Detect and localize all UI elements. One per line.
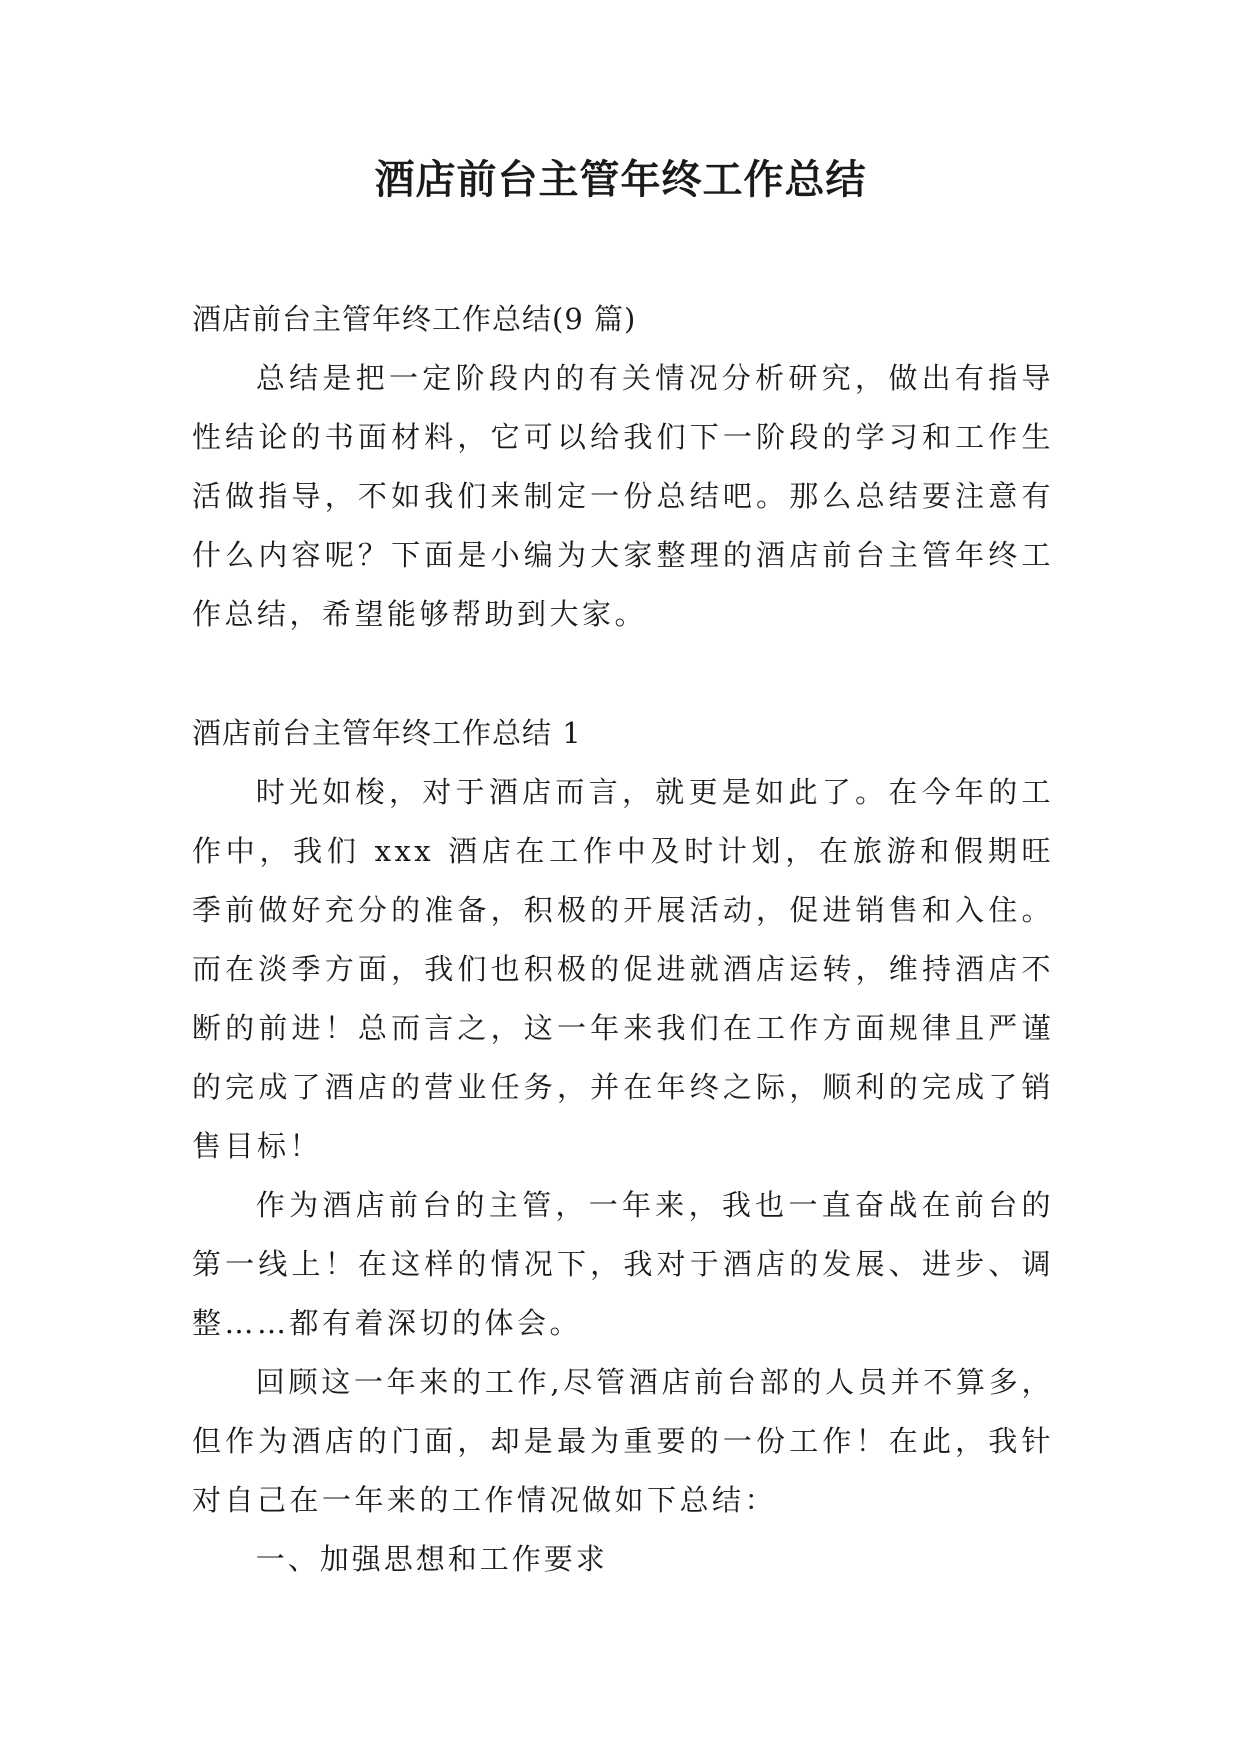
- intro-paragraph: 总结是把一定阶段内的有关情况分析研究，做出有指导性结论的书面材料，它可以给我们下一阶段的学习和工作生活做指导，不如我们来制定一份总结吧。那么总结要注意有什么内容呢？下面是小编为大家整理的酒店前台主管年终工作总结，希望能够帮助到大家。: [192, 361, 1054, 631]
- section-heading: 酒店前台主管年终工作总结 1: [192, 716, 582, 750]
- document-body: [192, 290, 1054, 1589]
- body-paragraph: 回顾这一年来的工作,尽管酒店前台部的人员并不算多，但作为酒店的门面，却是最为重要的一份工作！在此，我针对自己在一年来的工作情况做如下总结：: [192, 1365, 1054, 1517]
- body-paragraph: 时光如梭，对于酒店而言，就更是如此了。在今年的工作中，我们 xxx 酒店在工作中及时计划，在旅游和假期旺季前做好充分的准备，积极的开展活动，促进销售和入住。而在淡季方面，我们也积极的促进就酒店运转，维持酒店不断的前进！总而言之，这一年来我们在工作方面规律且严谨的完成了酒店的营业任务，并在年终之际，顺利的完成了销售目标！: [192, 775, 1054, 1163]
- list-item-heading: 一、加强思想和工作要求: [255, 1542, 608, 1576]
- document-title: 酒店前台主管年终工作总结: [374, 156, 867, 203]
- section-spacer: [192, 644, 1054, 704]
- body-paragraph: 作为酒店前台的主管，一年来，我也一直奋战在前台的第一线上！在这样的情况下，我对于酒店的发展、进步、调整……都有着深切的体会。: [192, 1188, 1054, 1340]
- document-subtitle: 酒店前台主管年终工作总结(9 篇): [192, 302, 637, 336]
